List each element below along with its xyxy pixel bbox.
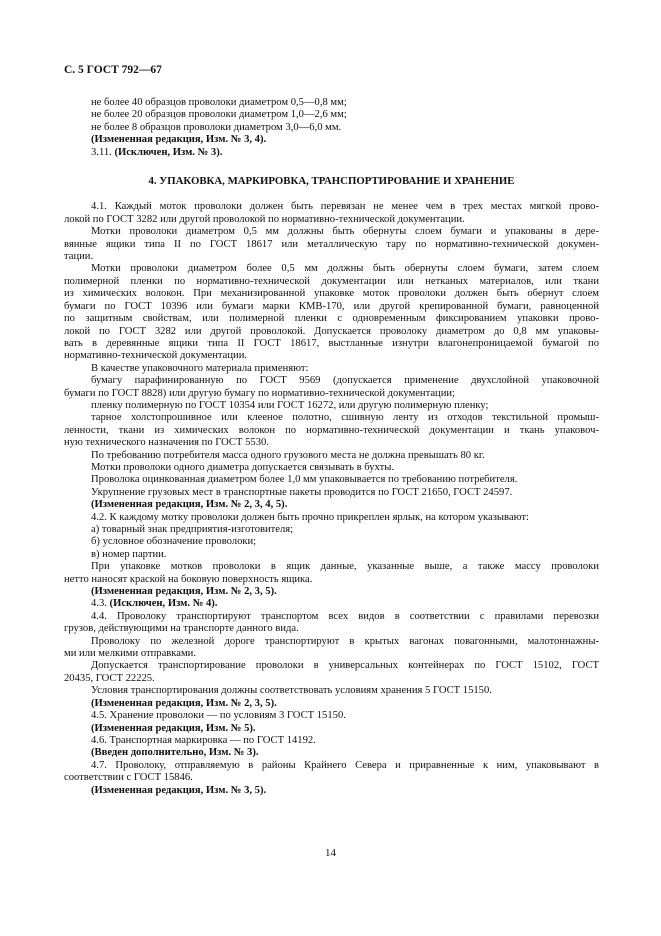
text-line: тации.	[64, 251, 94, 263]
text-line: Мотки проволоки диаметром более 0,5 мм должны быть обернуты слоем бумаги, затем слоем	[91, 263, 599, 275]
text-line: нормативно-технической документации.	[64, 350, 248, 362]
text-line: ми или мелкими отправками.	[64, 648, 196, 660]
item-3-11-text: (Исключен, Изм. № 3).	[114, 146, 223, 158]
text-line: (Измененная редакция, Изм. № 2, 3, 5).	[91, 697, 277, 709]
text-line: ную технического назначения по ГОСТ 5530.	[64, 437, 269, 449]
text-line: грузов, действующими на транспорте данного вида.	[64, 623, 299, 635]
text-line: бумаги по ГОСТ 8828) или другую бумагу по нормативно-технической документации;	[64, 387, 455, 399]
text-line: Проволока оцинкованная диаметром более 1,0 мм упаковывается по требованию потребителя.	[91, 474, 518, 486]
text-line: При упаковке мотков проволоки в ящик данные, указанные выше, а также массу проволоки	[91, 561, 599, 573]
page-header: С. 5 ГОСТ 792—67	[64, 64, 162, 76]
text-line: По требованию потребителя масса одного грузового места не должна превышать 80 кг.	[91, 449, 485, 461]
body-block	[64, 201, 599, 797]
text-line: тарное холстопрошивное или клееное полотно, сшивную ленту из отходов текстильной промыш-	[91, 412, 599, 424]
text-line: ленности, ткани из химических волокон по нормативно-технической документации и ткань упаковоч-	[64, 424, 599, 436]
text-line: (Введен дополнительно, Изм. № 3).	[91, 747, 259, 759]
text-line: 4.6. Транспортная маркировка — по ГОСТ 14192.	[91, 734, 316, 746]
item-number: 4.3.	[91, 598, 110, 610]
item-3-11	[64, 147, 599, 159]
text-line: 4.7. Проволоку, отправляемую в районы Крайнего Севера и приравненные к ним, упаковывают в	[91, 759, 599, 771]
text-line: (Измененная редакция, Изм. № 2, 3, 4, 5).	[91, 499, 288, 511]
text-line: нетто наносят краской на боковую поверхность ящика.	[64, 573, 313, 585]
text-line: бумагу парафинированную по ГОСТ 9569 (допускается применение двухслойной упаковочной	[91, 375, 599, 387]
text-line: по защитным свойствам, или полимерной пленки с одновременным фиксированием упаковки прово-	[64, 313, 599, 325]
item-3-11-number: 3.11.	[91, 146, 112, 158]
page-content	[64, 97, 599, 797]
text-line: бумаги по ГОСТ 10396 или бумаги марки КМВ-170, или другой крепированной бумаги, равноценной	[64, 300, 599, 312]
text-line: полимерной пленки по нормативно-технической документации или нетканых материалов, или ткани	[64, 275, 599, 287]
text-line: Проволоку по железной дороге транспортируют в крытых вагонах повагонными, малотоннажны-	[91, 635, 599, 647]
text-line: (Измененная редакция, Изм. № 3, 4).	[91, 134, 267, 146]
text-line: (Измененная редакция, Изм. № 3, 5).	[91, 784, 267, 796]
text-line: (Измененная редакция, Изм. № 2, 3, 5).	[91, 586, 277, 598]
text-line: 4.4. Проволоку транспортируют транспортом всех видов в соответствии с правилами перевозки	[91, 610, 599, 622]
text-line: 4.1. Каждый моток проволоки должен быть перевязан не менее чем в трех местах мягкой прово-	[91, 201, 599, 213]
text-line: соответствии с ГОСТ 15846.	[64, 772, 193, 784]
text-line: 4.5. Хранение проволоки — по условиям 3 ГОСТ 15150.	[91, 710, 346, 722]
text-line: (Измененная редакция, Изм. № 5).	[91, 722, 256, 734]
text-line: в) номер партии.	[91, 548, 167, 560]
text-line: В качестве упаковочного материала применяют:	[91, 362, 309, 374]
text-line: локой по ГОСТ 3282 или другой проволокой по нормативно-технической документации.	[64, 213, 465, 225]
text-line: 4.2. К каждому мотку проволоки должен быть прочно прикреплен ярлык, на котором указывают:	[91, 511, 529, 523]
text-line: не более 20 образцов проволоки диаметром 1,0—2,6 мм;	[91, 109, 347, 121]
top-block	[64, 97, 599, 147]
text-line: Условия транспортирования должны соответствовать условиям хранения 5 ГОСТ 15150.	[91, 685, 492, 697]
text-line: Мотки проволоки одного диаметра допускается связывать в бухты.	[91, 461, 394, 473]
text-line: не более 8 образцов проволоки диаметром 3,0—6,0 мм.	[91, 121, 342, 133]
text-line: пленку полимерную по ГОСТ 10354 или ГОСТ 16272, или другую полимерную пленку;	[91, 399, 489, 411]
item-note: (Исключен, Изм. № 4).	[109, 598, 218, 610]
text-line: 20435, ГОСТ 22225.	[64, 672, 155, 684]
text-line: а) товарный знак предприятия-изготовителя;	[91, 524, 294, 535]
text-line: Укрупнение грузовых мест в транспортные пакеты проводится по ГОСТ 21650, ГОСТ 24597.	[91, 486, 513, 498]
text-line: вянные ящики типа II по ГОСТ 18617 или металлическую тару по нормативно-технической докумен-	[64, 238, 599, 250]
section-title: 4. УПАКОВКА, МАРКИРОВКА, ТРАНСПОРТИРОВАНИЕ И ХРАНЕНИЕ	[148, 175, 515, 188]
page-number: 14	[325, 847, 336, 859]
text-line: Допускается транспортирование проволоки в универсальных контейнерах по ГОСТ 15102, ГОСТ	[91, 660, 599, 672]
text-line: не более 40 образцов проволоки диаметром 0,5—0,8 мм;	[91, 97, 347, 108]
text-line: из химических волокон. При механизированной упаковке моток проволоки должен быть обернут слоем	[64, 288, 599, 300]
text-line: б) условное обозначение проволоки;	[91, 536, 257, 548]
text-line: локой по ГОСТ 3282 или другой проволокой. Допускается проволоку диаметром до 0,8 мм упаковы-	[64, 325, 599, 337]
text-line	[64, 598, 599, 610]
text-line: вать в деревянные ящики типа II ГОСТ 18617, выстланные изнутри влагонепроницаемой бумагой по	[64, 337, 599, 349]
text-line: Мотки проволоки диаметром 0,5 мм должны быть обернуты слоем бумаги и упакованы в дере-	[91, 226, 599, 238]
